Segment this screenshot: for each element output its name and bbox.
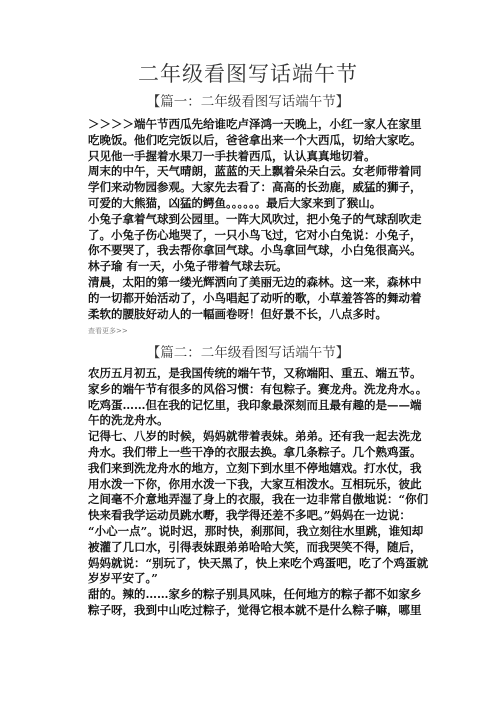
document-title: 二年级看图写话端午节 [138, 62, 358, 86]
paragraph-line: 舟水。我们带上一些干净的衣服去换。拿几条粽子。几个熟鸡蛋。 [88, 444, 422, 459]
paragraph-line: 午的洗龙舟水。 [88, 413, 169, 428]
paragraph-line: 快来看我学运动员跳水嘢，我学得还差不多吧。”妈妈在一边说： [88, 508, 411, 523]
paragraph-line: 周末的中午，天气晴朗，蓝蓝的天上飘着朵朵白云。女老师带着同 [88, 164, 422, 179]
paragraph-line: 农历五月初五，是我国传统的端午节，又称端阳、重五、端五节。 [88, 366, 422, 380]
paragraph-line: “小心一点”。说时迟，那时快，刹那间，我立刻往水里跳，谁知却 [88, 523, 424, 538]
paragraph-line: 粽子呀，我到中山吃过粽子，觉得它根本就不是什么粽子嘛，哪里 [88, 602, 422, 617]
paragraph-line: 学们来动物园参观。大家先去看了：高高的长劲鹿，威猛的狮子， [88, 180, 422, 195]
paragraph-line: 我们来到洗龙舟水的地方，立刻下到水里不停地嬉戏。打水仗，我 [88, 460, 422, 475]
paragraph-line: ＞＞＞＞端午节西瓜先给谁吃卢泽鸿一天晚上，小红一家人在家里 [88, 117, 422, 131]
section-2-heading: 【篇二：二年级看图写话端午节】 [146, 345, 350, 361]
paragraph-line: 家乡的端午节有很多的风俗习惯：有包粽子。赛龙舟。洗龙舟水。。 [88, 381, 428, 396]
paragraph-line: 记得七、八岁的时候，妈妈就带着表妹。弟弟。还有我一起去洗龙 [88, 429, 422, 444]
section-2-body [88, 366, 468, 619]
section-1-heading: 【篇一：二年级看图写话端午节】 [146, 94, 350, 110]
section-1-body [88, 117, 468, 322]
see-more-link[interactable]: 查看更多>> [88, 327, 128, 335]
paragraph-line: 清晨，太阳的第一缕光辉洒向了美丽无边的森林。这一来，森林中 [88, 274, 422, 289]
paragraph-line: 小兔子拿着气球到公园里。一阵大风吹过，把小兔子的气球刮吹走 [88, 211, 422, 226]
paragraph-line: 了。小兔子伤心地哭了，一只小鸟飞过，它对小白兔说：小兔子， [88, 227, 422, 242]
paragraph-line: 柔软的腰肢好动人的一幅画卷呀！但好景不长，八点多时。 [88, 306, 387, 321]
paragraph-line: 被灌了几口水，引得表妹跟弟弟哈哈大笑，而我哭笑不得，随后， [88, 539, 422, 554]
paragraph-line: 岁岁平安了。” [88, 571, 158, 586]
paragraph-line: 的一切都开始活动了，小鸟唱起了动听的歌，小草羞答答的舞动着 [88, 290, 422, 305]
paragraph-line: 妈妈就说：“别玩了，快天黑了，快上来吃个鸡蛋吧，吃了个鸡蛋就 [88, 555, 429, 570]
paragraph-line: 可爱的大熊猫，凶猛的鳄鱼。。。。。。最后大家来到了猴山。 [88, 195, 382, 210]
paragraph-line: 吃晚饭。他们吃完饭以后，爸爸拿出来一个大西瓜，切给大家吃。 [88, 132, 422, 147]
paragraph-line: 用水泼一下你，你用水泼一下我，大家互相泼水。互相玩乐，彼此 [88, 476, 422, 491]
paragraph-line: 之间毫不介意地弄湿了身上的衣服，我在一边非常自傲地说：“你们 [88, 492, 429, 507]
paragraph-line: 吃鸡蛋……但在我的记忆里，我印象最深刻而且最有趣的是——端 [88, 397, 422, 412]
paragraph-line: 只见他一手握着水果刀一手扶着西瓜，认认真真地切着。 [88, 148, 376, 163]
paragraph-line: 你不要哭了，我去帮你拿回气球。小鸟拿回气球，小白兔很高兴。 [88, 243, 422, 258]
paragraph-line: 林子瑜 有一天，小兔子带着气球去玩。 [88, 259, 288, 274]
paragraph-line: 甜的。辣的……家乡的粽子别具风味，任何地方的粽子都不如家乡 [88, 587, 422, 602]
